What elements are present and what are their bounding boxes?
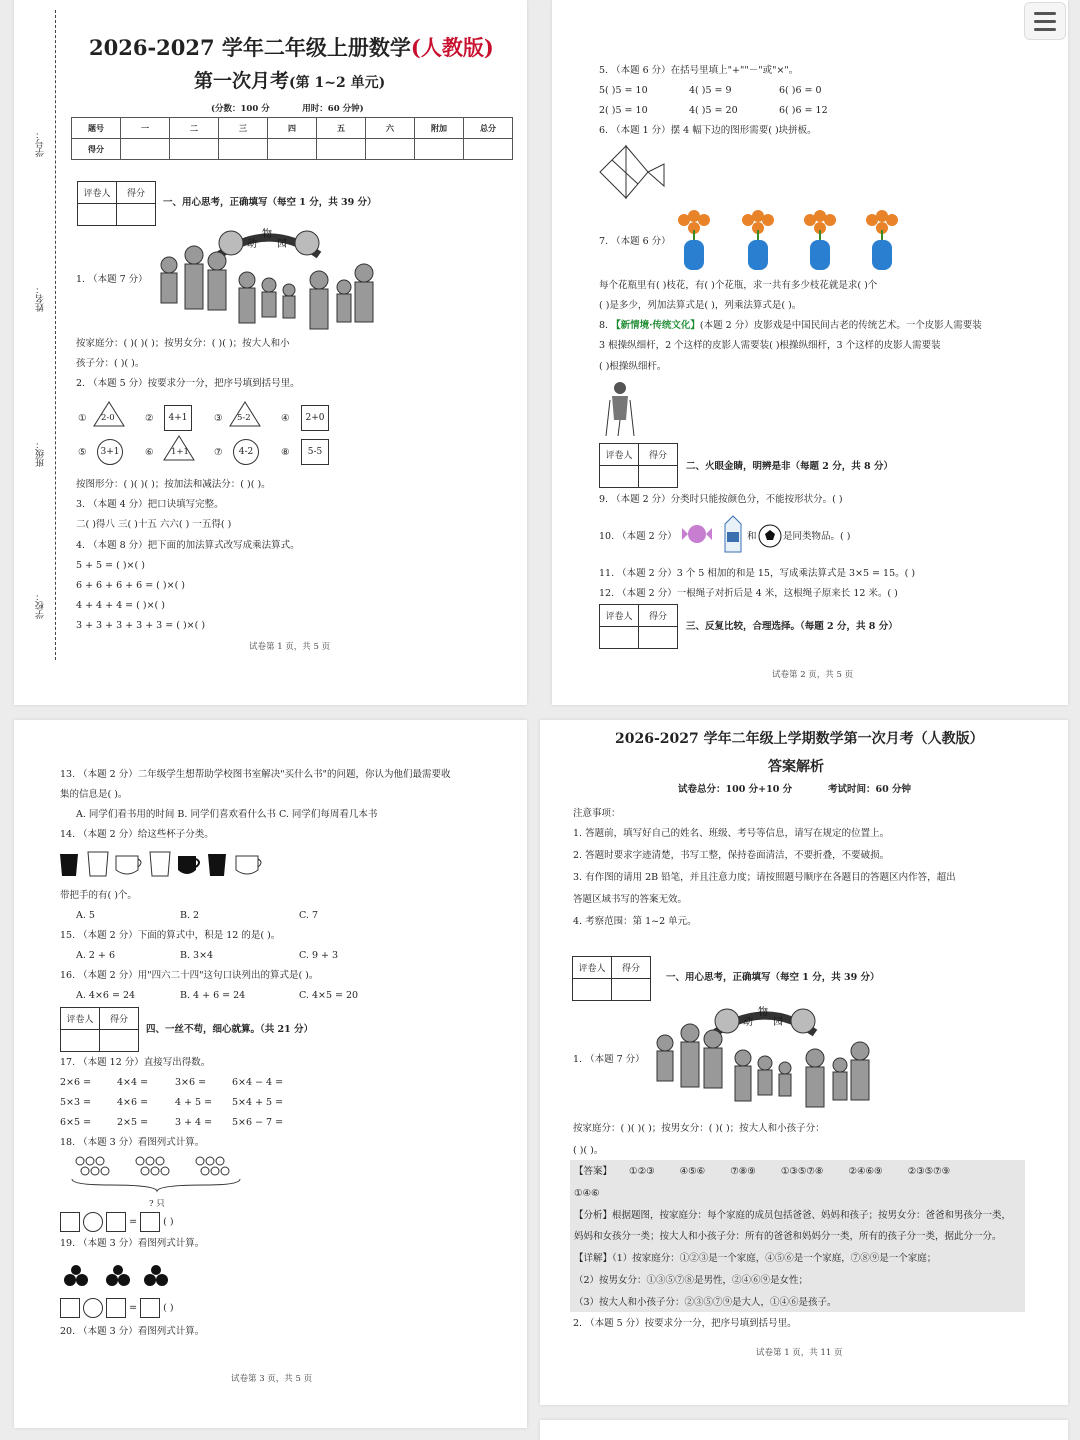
q2-item-7-num: ⑦ [214, 447, 223, 458]
page-footer: 试卷第 2 页，共 5 页 [772, 670, 854, 680]
q17-cell: 4 + 5 = [175, 1097, 213, 1108]
svg-text:园: 园 [773, 1017, 783, 1028]
q17-cell: 4×4 = [117, 1077, 149, 1088]
q2-item-4-num: ④ [281, 413, 290, 424]
answer-last: ①④⑥ [574, 1188, 600, 1199]
q4-line-3: 4 + 4 + 4 = ( )×( ) [76, 600, 165, 611]
family-zoo-illustration [149, 225, 379, 335]
score-table: 题号 一 二 三 四 五 六 附加 总分 得分 [71, 117, 513, 160]
exam-page-3 [14, 720, 527, 1428]
answer-page-1 [540, 720, 1068, 1405]
side-label-student-id: 学号： [36, 130, 46, 157]
q2-item-6-expr: 1+1 [171, 447, 189, 457]
q15-option-c: C. 9 + 3 [299, 950, 339, 961]
detail-2: （2）按男女分：①③⑤⑦⑧是男性，②④⑥⑨是女性； [574, 1275, 809, 1286]
q5-row1-c: 6( )6 = 0 [779, 85, 822, 96]
grader-box: 评卷人 得分 [77, 181, 156, 226]
binding-line [55, 10, 56, 660]
answer-meta-total: 试卷总分：100 分+10 分 [678, 784, 793, 795]
q2-item-1-num: ① [78, 413, 87, 424]
grader-box: 评卷人 得分 [599, 443, 678, 488]
notes-title: 注意事项： [573, 808, 621, 819]
q19-label: 19. （本题 3 分）看图列式计算。 [60, 1238, 205, 1249]
q5-row1-a: 5( )5 = 10 [599, 85, 648, 96]
answer-page-2-peek [540, 1420, 1068, 1440]
svg-text:动: 动 [743, 1017, 753, 1028]
q16-option-b: B. 4 + 6 = 24 [180, 990, 246, 1001]
milk-carton-icon [722, 514, 744, 554]
q2-item-5-num: ⑤ [78, 447, 87, 458]
detail-1: 【详解】（1）按家庭分：①②③是一个家庭，④⑤⑥是一个家庭，⑦⑧⑨是一个家庭； [574, 1253, 937, 1264]
soccer-ball-icon [758, 524, 782, 548]
q18-equation-blanks: = ( ) [60, 1212, 174, 1232]
q17-cell: 3 + 4 = [175, 1117, 213, 1128]
q14-text: 带把手的有( )个。 [60, 890, 137, 901]
q17-cell: 6×5 = [60, 1117, 92, 1128]
grader-box: 评卷人 得分 [599, 604, 678, 649]
q10-text: 是同类物品。( ) [783, 531, 851, 542]
q8-text-c: ( )根操纵细杆。 [599, 361, 667, 372]
q5-label: 5. （本题 6 分）在括号里填上"+""－"或"×"。 [599, 65, 799, 76]
q13-options: A. 同学们看书用的时间 B. 同学们喜欢看什么书 C. 同学们每周看几本书 [76, 809, 378, 820]
note-1: 1. 答题前，填写好自己的姓名、班级、考号等信息，请写在规定的位置上。 [573, 828, 890, 839]
page-footer: 试卷第 3 页，共 5 页 [231, 1374, 313, 1384]
q5-row1-b: 4( )5 = 9 [689, 85, 732, 96]
q8-line-a: 8. 【新情境·传统文化】(本题 2 分）皮影戏是中国民间古老的传统艺术。一个皮影人需要装 [599, 320, 982, 331]
q7-label: 7. （本题 6 分） [599, 236, 671, 247]
q1-text-b: 孩子分：( )( )。 [76, 358, 145, 369]
q15-option-a: A. 2 + 6 [76, 950, 115, 961]
q2-label: 2. （本题 5 分）按要求分一分，把序号填到括号里。 [76, 378, 300, 389]
q8-text-b: 3 根操纵细杆，2 个这样的皮影人需要装( )根操纵细杆，3 个这样的皮影人需要装 [599, 340, 941, 351]
q2-item-2-expr: 4+1 [164, 405, 192, 431]
q14-option-b: B. 2 [180, 910, 200, 921]
page-subtitle: 第一次月考(第 1~2 单元) [194, 70, 386, 92]
q14-label: 14. （本题 2 分）给这些杯子分类。 [60, 829, 214, 840]
q16-option-c: C. 4×5 = 20 [299, 990, 359, 1001]
note-3: 3. 有作图的请用 2B 铅笔，并且注意力度；请按照题号顺序在各题目的答题区内作答，超出 [573, 872, 956, 883]
q18-label: 18. （本题 3 分）看图列式计算。 [60, 1137, 205, 1148]
analysis-a: 【分析】根据题图，按家庭分：每个家庭的成员包括爸爸、妈妈和孩子；按男女分：爸爸和男孩分一类， [574, 1210, 1012, 1221]
detail-3: （3）按大人和小孩子分：②③⑤⑦⑨是大人，①④⑥是孩子。 [574, 1297, 837, 1308]
q4-line-2: 6 + 6 + 6 + 6 = ( )×( ) [76, 580, 185, 591]
q2-item-1-expr: 2-0 [101, 413, 115, 423]
exam-meta: (分数：100 分 用时：60 分钟) [211, 104, 364, 114]
q7-text-a: 每个花瓶里有( )枝花，有( )个花瓶，求一共有多少枝花就是求( )个 [599, 280, 878, 291]
q1-label: 1. （本题 7 分） [573, 1054, 645, 1065]
exam-page-2 [552, 0, 1068, 705]
note-4: 4. 考察范围：第 1~2 单元。 [573, 916, 697, 927]
q3-label: 3. （本题 4 分）把口诀填写完整。 [76, 499, 224, 510]
side-label-class: 班级： [36, 440, 46, 467]
section-3-heading: 三、反复比较，合理选择。（每题 2 分，共 8 分） [686, 621, 898, 632]
q2-item-8-num: ⑧ [281, 447, 290, 458]
q2-item-3-expr: 5-2 [237, 413, 251, 423]
answer-meta-time: 考试时间：60 分钟 [828, 784, 912, 795]
answer-subtitle: 答案解析 [768, 759, 824, 775]
q15-label: 15. （本题 2 分）下面的算式中，积是 12 的是( )。 [60, 930, 281, 941]
q10-and: 和 [747, 531, 757, 542]
section-2-heading: 二、火眼金睛，明辨是非（每题 2 分，共 8 分） [686, 461, 893, 472]
q4-line-4: 3 + 3 + 3 + 3 + 3 = ( )×( ) [76, 620, 206, 631]
analysis-b: 妈妈和女孩分一类；按大人和小孩子分：所有的爸爸和妈妈分一类，所有的孩子分一类，据此分一分。 [574, 1231, 1002, 1242]
note-3-cont: 答题区域书写的答案无效。 [573, 894, 688, 905]
cups-illustration [58, 850, 273, 880]
q20-label: 20. （本题 3 分）看图列式计算。 [60, 1326, 205, 1337]
note-2: 2. 答题时要求字迹清楚，书写工整，保持卷面清洁，不要折叠，不要破损。 [573, 850, 890, 861]
side-label-name: 姓名： [36, 285, 46, 312]
q11-text: 11. （本题 2 分）3 个 5 相加的和是 15，写成乘法算式是 3×5 = 15。( ) [599, 568, 916, 579]
q1-label: 1. （本题 7 分） [76, 274, 148, 285]
answer-line: 【答案】 ①②③ ④⑤⑥ ⑦⑧⑨ ①③⑤⑦⑧ ②④⑥⑨ ②③⑤⑦⑨ [574, 1166, 951, 1177]
grader-box: 评卷人 得分 [572, 956, 651, 1001]
q17-cell: 5×3 = [60, 1097, 92, 1108]
q5-row2-c: 6( )6 = 12 [779, 105, 828, 116]
candy-icon [680, 520, 714, 548]
q4-line-1: 5 + 5 = ( )×( ) [76, 560, 145, 571]
q13-text-b: 集的信息是( )。 [60, 789, 128, 800]
svg-text:物: 物 [758, 1007, 768, 1018]
svg-text:动: 动 [247, 239, 257, 250]
section-1-heading: 一、用心思考，正确填写（每空 1 分，共 39 分） [666, 972, 880, 983]
q17-cell: 2×6 = [60, 1077, 92, 1088]
q17-cell: 5×4 + 5 = [232, 1097, 284, 1108]
q17-cell: 4×6 = [117, 1097, 149, 1108]
q6-label: 6. （本题 1 分）摆 4 幅下边的图形需要( )块拼板。 [599, 125, 817, 136]
q14-option-c: C. 7 [299, 910, 319, 921]
cherries-illustration [62, 1260, 172, 1290]
answer-title: 2026-2027 学年二年级上学期数学第一次月考（人教版） [615, 731, 984, 747]
section-1-heading: 一、用心思考，正确填写（每空 1 分，共 39 分） [163, 197, 377, 208]
q4-label: 4. （本题 8 分）把下面的加法算式改写成乘法算式。 [76, 540, 300, 551]
q2-item-6-num: ⑥ [145, 447, 154, 458]
q17-cell: 3×6 = [175, 1077, 207, 1088]
q16-option-a: A. 4×6 = 24 [76, 990, 136, 1001]
svg-text:园: 园 [277, 239, 287, 250]
q19-equation-blanks: = ( ) [60, 1298, 174, 1318]
q17-label: 17. （本题 12 分）直接写出得数。 [60, 1057, 211, 1068]
q13-text-a: 13. （本题 2 分）二年级学生想帮助学校图书室解决"买什么书"的问题，你认为他们最需要收 [60, 769, 451, 780]
q17-cell: 5×6 − 7 = [232, 1117, 284, 1128]
svg-text:物: 物 [262, 229, 272, 240]
q17-cell: 2×5 = [117, 1117, 149, 1128]
q1-text-a: 按家庭分：( )( )( )；按男女分：( )( )；按大人和小孩子分： [573, 1123, 825, 1134]
q2-item-8-expr: 5-5 [301, 439, 329, 465]
page-footer: 试卷第 1 页，共 5 页 [249, 642, 331, 652]
q1-text-a: 按家庭分：( )( )( )；按男女分：( )( )；按大人和小 [76, 338, 290, 349]
q14-option-a: A. 5 [76, 910, 95, 921]
hamburger-menu-icon[interactable] [1024, 2, 1066, 40]
flower-vases-illustration [670, 210, 920, 272]
q15-option-b: B. 3×4 [180, 950, 214, 961]
q1-text-b: ( )( )。 [573, 1145, 604, 1156]
q10-label: 10. （本题 2 分） [599, 531, 677, 542]
q9-text: 9. （本题 2 分）分类时只能按颜色分，不能按形状分。( ) [599, 494, 843, 505]
q16-label: 16. （本题 2 分）用"四六二十四"这句口诀列出的算式是( )。 [60, 970, 319, 981]
q17-cell: 6×4 − 4 = [232, 1077, 284, 1088]
tangram-shape-icon [598, 142, 666, 204]
exam-page-1 [14, 0, 527, 705]
section-4-heading: 四、一丝不苟，细心就算。（共 21 分） [146, 1024, 314, 1035]
q3-text: 二( )得八 三( )十五 六六( ) 一五得( ) [76, 519, 232, 530]
side-label-school: 学校： [36, 592, 46, 619]
page-title: 2026-2027 学年二年级上册数学(人教版) [89, 35, 494, 60]
q5-row2-b: 4( )5 = 20 [689, 105, 738, 116]
q5-row2-a: 2( )5 = 10 [599, 105, 648, 116]
q2-text: 按图形分：( )( )( )；按加法和减法分：( )( )。 [76, 479, 271, 490]
grader-box: 评卷人 得分 [60, 1007, 139, 1052]
q7-text-b: ( )是多少，列加法算式是( )，列乘法算式是( )。 [599, 300, 802, 311]
q2-label: 2. （本题 5 分）按要求分一分，把序号填到括号里。 [573, 1318, 797, 1329]
birds-group-illustration [70, 1153, 245, 1193]
q2-item-5-expr: 3+1 [97, 439, 123, 465]
q2-item-2-num: ② [145, 413, 154, 424]
q2-item-7-expr: 4-2 [233, 439, 259, 465]
q18-question-label: ? 只 [149, 1199, 165, 1209]
family-zoo-illustration [645, 1003, 880, 1115]
q2-item-3-num: ③ [214, 413, 223, 424]
shadow-puppet-icon [604, 378, 636, 438]
q2-item-4-expr: 2+0 [301, 405, 329, 431]
page-footer: 试卷第 1 页，共 11 页 [756, 1348, 843, 1358]
q12-text: 12. （本题 2 分）一根绳子对折后是 4 米，这根绳子原来长 12 米。( ) [599, 588, 898, 599]
